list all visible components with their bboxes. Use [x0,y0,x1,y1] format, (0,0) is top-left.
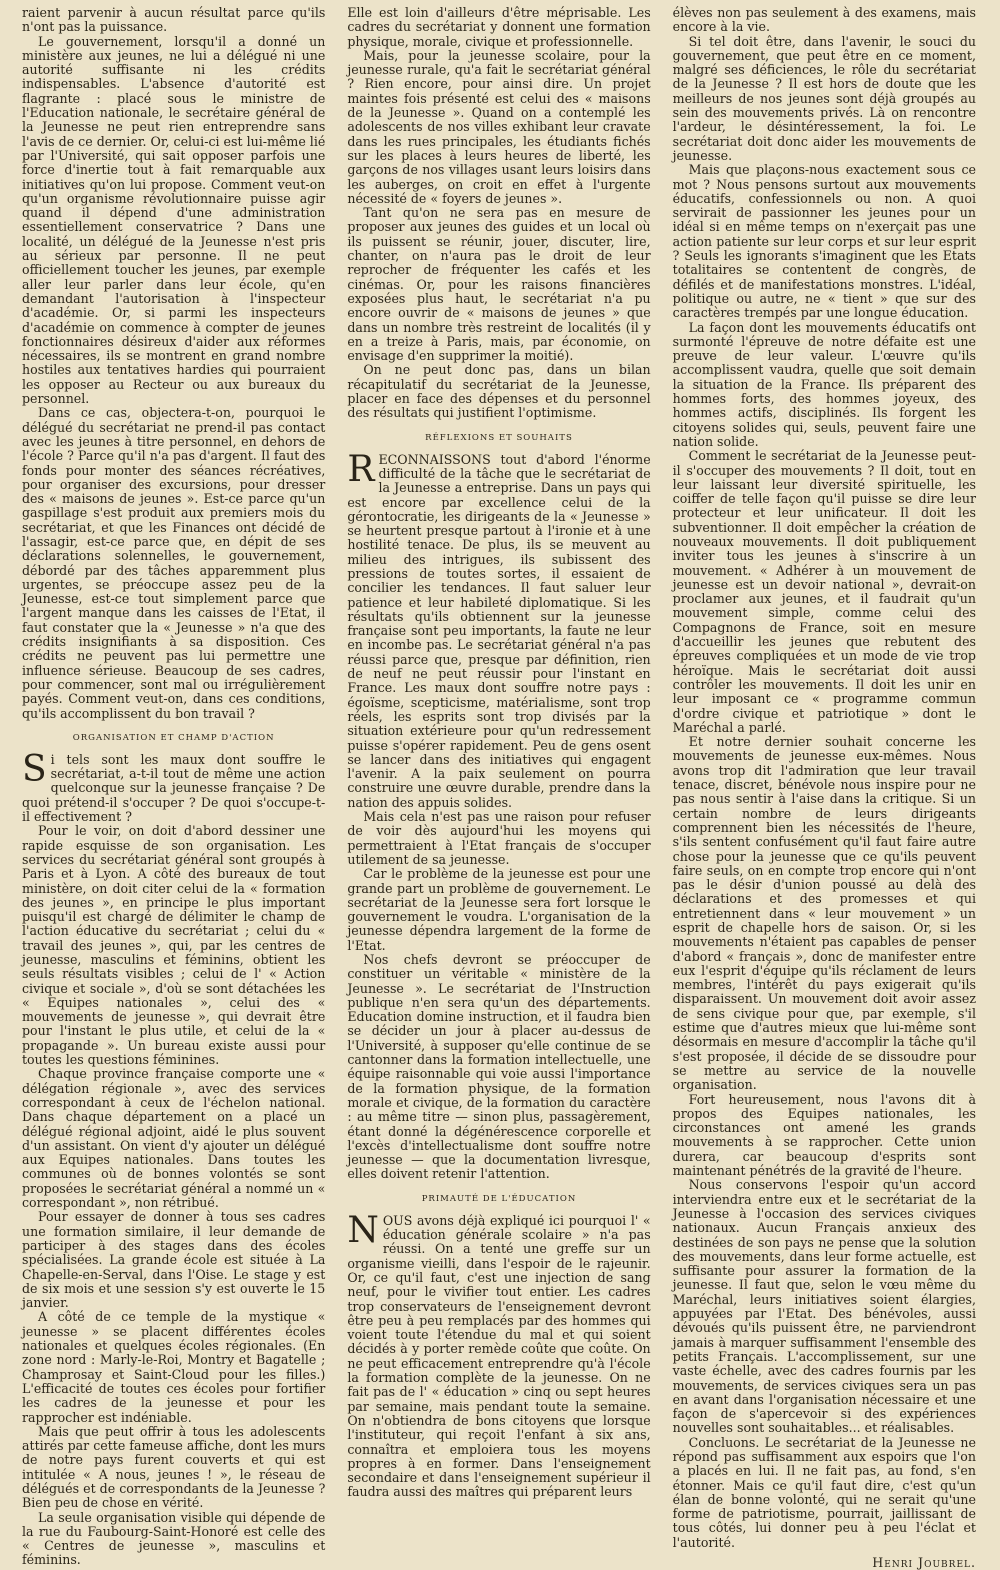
paragraph: Mais que plaçons-nous exactement sous ce mot ? Nous pensons surtout aux mouvements éducatifs, confessionnels ou non. A quoi servirait de passionner les jeunes pour un idéal si en même temps on n'exerçait pas une action patiente sur leur corps et sur leur esprit ? Seuls les ignorants s'imaginent que les Etats totalitaires se contentent de congrès, de défilés et de manifestations monstres. L'idéal, politique ou autre, ne « tient » que sur des caractères trempés par une longue éducation. [672,162,976,321]
paragraph: Dans ce cas, objectera-t-on, pourquoi le délégué du secrétariat ne prend-il pas contact avec les jeunes à titre personnel, en dehors de l'école ? Parce qu'il n'a pas d'argent. Il faut des fonds pour monter des séances récréatives, pour organiser des excursions, pour dresser des « maisons de jeunes ». Est-ce parce qu'un gaspillage s'est produit aux premiers mois du secrétariat, et que les Finances ont décidé de l'assagir, est-ce parce que, en dépit de ses déclarations solennelles, le gouvernement, débordé par des tâches apparemment plus urgentes, se préoccupe assez peu de la Jeunesse, est-ce tout simplement parce que l'argent manque dans les caisses de l'Etat, il faut constater que la « Jeunesse » n'a que des crédits insignifiants à sa disposition. Ces crédits ne peuvent pas lui permettre une influence sérieuse. Beaucoup de ses cadres, pour commencer, sont mal ou irrégulièrement payés. Comment veut-on, dans ces conditions, qu'ils accomplissent du bon travail ? [22,405,326,721]
paragraph: Pour essayer de donner à tous ses cadres une formation similaire, il leur demande de participer à des stages dans des écoles spécialisées. La grande école est située à La Chapelle-en-Serval, dans l'Oise. Le stage y est de six mois et une session s'y est ouverte le 15 janvier. [22,1209,326,1311]
section-heading-reflexions: RÉFLEXIONS ET SOUHAITS [425,432,573,443]
paragraph: On ne peut donc pas, dans un bilan récapitulatif du secrétariat de la Jeunesse, placer en face des dépenses et du personnel des résultats qui justifient l'optimisme. [347,362,651,421]
section-heading-organisation: ORGANISATION ET CHAMP D'ACTION [72,732,275,743]
paragraph-text: i tels sont les maux dont souffre le secrétariat, a-t-il tout de même une action quelconque sur la jeunesse française ? De quoi prétend-il s'occuper ? De quoi s'occupe-t-il effectivement ? [22,751,326,825]
paragraph: Concluons. Le secrétariat de la Jeunesse ne répond pas suffisamment aux espoirs que l'on a placés en lui. Il ne fait pas, au fond, s'en étonner. Mais ce qu'il faut dire, c'est qu'un élan de bonne volonté, qui ne serait qu'une forme de patriotisme, pourrait, jaillissant de tous côtés, lui donner peu à peu l'éclat et l'autorité. [672,1434,976,1550]
paragraph: Mais, pour la jeunesse scolaire, pour la jeunesse rurale, qu'a fait le secrétariat général ? Rien encore, pour ainsi dire. Un projet maintes fois présenté est celui des « maisons de la Jeunesse ». Quand on a contemplé les adolescents de nos villes exhibant leur cravate dans les rues principales, les étudiants fichés sur les places à leurs heures de liberté, les garçons de nos villages usant leurs loisirs dans les auberges, on croit en effet à l'urgente nécessité de « foyers de jeunes ». [347,47,651,206]
drop-cap: N [347,1209,379,1251]
paragraph: raient parvenir à aucun résultat parce qu'ils n'ont pas la puissance. [22,5,326,35]
paragraph: Si tel doit être, dans l'avenir, le souci du gouvernement, que peut être en ce moment, malgré ses déficiences, le rôle du secrétariat de la Jeunesse ? Il est hors de doute que les meilleurs de nos jeunes sont déjà groupés au sein des mouvements privés. Là on rencontre l'ardeur, le désintéressement, la foi. Le secrétariat doit donc aider les mouvements de jeunesse. [672,33,976,163]
paragraph: Fort heureusement, nous l'avons dit à propos des Equipes nationales, les circonstances ont amené les grands mouvements à se rapprocher. Cette union durera, car beaucoup d'esprits sont maintenant pénétrés de la gravité de l'heure. [672,1091,976,1179]
column-2 [347,6,650,1570]
author-signature [673,1556,976,1570]
paragraph-text: OUS avons déjà expliqué ici pourquoi l' « éducation générale scolaire » n'a pas réussi. On a tenté une greffe sur un organisme vieilli, dans l'espoir de le rajeunir. Or, ce qu'il faut, c'est une injection de sang neuf, pour le vivifier tout entier. Les cadres trop conservateurs de l'enseignement devront être peu à peu remplacés par des hommes qui voient toute l'étendue du mal et qui soient décidés à y porter remède coûte que coûte. On ne peut efficacement entreprendre qu'à l'école la formation complète de la jeunesse. On ne fait pas de l' « éducation » cinq ou sept heures par semaine, mais pendant toute la semaine. On n'obtiendra de bons citoyens que lorsque l'instituteur, qui reçoit l'enfant à six ans, connaîtra et emploiera tous les moyens propres à en former. Dans l'enseignement secondaire et dans l'enseignement supérieur il faudra aussi des maîtres qui préparent leurs [347,1212,651,1500]
drop-cap: S [22,748,47,790]
paragraph: A côté de ce temple de la mystique « jeunesse » se placent différentes écoles nationales et quelques écoles régionales. (En zone nord : Marly-le-Roi, Montry et Bagatelle ; Champrosay et Saint-Cloud pour les filles.) L'efficacité de toutes ces écoles pour fortifier les cadres de la jeunesse et pour les rapprocher est indéniable. [22,1309,326,1425]
paragraph: Comment le secrétariat de la Jeunesse peut-il s'occuper des mouvements ? Il doit, tout en leur laissant leur diversité spirituelle, les coiffer de telle façon qu'il puisse se dire leur protecteur et leur unificateur. Il doit les subventionner. Il doit empêcher la création de nouveaux mouvements. Il doit publiquement inviter tous les jeunes à s'inscrire à un mouvement. « Adhérer à un mouvement de jeunesse est un devoir national », devrait-on proclamer aux jeunes, et il faudrait qu'un mouvement simple, comme celui des Compagnons de France, soit en mesure d'accueillir les jeunes que rebutent des épreuves compliquées et un mode de vie trop héroïque. Mais le secrétariat doit aussi contrôler les mouvements. Il doit les unir en leur imposant ce « programme commun d'ordre civique et patriotique » dont le Maréchal a parlé. [672,448,976,735]
paragraph: Tant qu'on ne sera pas en mesure de proposer aux jeunes des guides et un local où ils puissent se réunir, jouer, discuter, lire, chanter, on n'aura pas le droit de leur reprocher de fréquenter les cafés et les cinémas. Or, pour les raisons financières exposées plus haut, le secrétariat n'a pu encore ouvrir de « maisons de jeunes » que dans un nombre très restreint de localités (il y en a treize à Paris, mais, par économie, on envisage d'en supprimer la moitié). [347,205,651,364]
column-3 [673,6,976,1570]
paragraph: Car le problème de la jeunesse est pour une grande part un problème de gouvernement. Le secrétariat de la Jeunesse sera fort lorsque le gouvernement le voudra. L'organisation de la jeunesse dépendra largement de la forme de l'Etat. [347,866,651,953]
paragraph: élèves non pas seulement à des examens, mais encore à la vie. [672,5,976,35]
paragraph: Elle est loin d'ailleurs d'être méprisable. Les cadres du secrétariat y donnent une formation physique, morale, civique et professionnelle. [347,5,651,49]
paragraph: Chaque province française comporte une « délégation régionale », avec des services correspondant à ceux de l'échelon national. Dans chaque département on a placé un délégué régional adjoint, aidé le plus souvent d'un assistant. On vient d'y ajouter un délégué aux Equipes nationales. Dans toutes les communes où de bonnes volontés se sont proposées le secrétariat général a nommé un « correspondant », non rétribué. [22,1066,326,1211]
paragraph: La façon dont les mouvements éducatifs ont surmonté l'épreuve de notre défaite est une preuve de leur valeur. L'œuvre qu'ils accomplissent vaudra, quelle que soit demain la situation de la France. Ils préparent des hommes forts, des hommes joyeux, des hommes actifs, disciplinés. Ils forgent les citoyens solides qui, seuls, peuvent faire une nation solide. [672,319,976,449]
paragraph-dropcap [347,448,651,810]
paragraph-dropcap [22,748,326,825]
paragraph-dropcap [347,1209,651,1500]
paragraph: Mais que peut offrir à tous les adolescents attirés par cette fameuse affiche, dont les murs de notre pays furent couverts et qui est intitulée « A nous, jeunes ! », le réseau de délégués et de correspondants de la Jeunesse ? Bien peu de chose en vérité. [22,1423,326,1511]
author-name: Henri Joubrel. [872,1555,976,1570]
paragraph: Nous conservons l'espoir qu'un accord interviendra entre eux et le secrétariat de la Jeunesse à l'occasion des services civiques nationaux. Aucun Français anxieux des destinées de son pays ne pense que la solution des mouvements, dans leur forme actuelle, est suffisante pour assurer la formation de la jeunesse. Il faut que, selon le vœu même du Maréchal, leurs initiatives soient élargies, appuyées par l'Etat. Des bénévoles, aussi dévoués qu'ils puissent être, ne parviendront jamais à marquer suffisamment l'ensemble des petits Français. L'accomplissement, sur une vaste échelle, avec des cadres fournis par les mouvements, de services civiques sera un pas en avant dans l'organisation nécessaire et une façon de s'apercevoir si des expériences nouvelles sont souhaitables... et réalisables. [672,1177,976,1436]
section-heading-primaute: PRIMAUTÉ DE L'ÉDUCATION [421,1193,577,1204]
paragraph: Le gouvernement, lorsqu'il a donné un ministère aux jeunes, ne lui a délégué ni une autorité suffisante ni les crédits indispensables. L'absence d'autorité est flagrante : placé sous le ministre de l'Education nationale, le secrétaire général de la Jeunesse ne peut rien entreprendre sans l'avis de ce dernier. Or, celui-ci est lui-même lié par l'Université, qui sait opposer parfois une force d'inertie tout à fait remarquable aux initiatives qu'on lui propose. Comment veut-on qu'un organisme révolutionnaire puisse agir quand il dépend d'une administration essentiellement conservatrice ? Dans une localité, un délégué de la Jeunesse n'est pris au sérieux par personne. Il ne peut officiellement toucher les jeunes, par exemple aller leur parler dans leur école, qu'en demandant l'autorisation à l'inspecteur d'académie. Or, si parmi les inspecteurs d'académie on commence à compter de jeunes fonctionnaires désireux d'aider aux réformes nécessaires, ils se montrent en grand nombre hostiles aux tentatives hardies qui pourraient les opposer au Recteur ou aux bureaux du personnel. [22,33,326,407]
paragraph-text: ECONNAISSONS tout d'abord l'énorme difficulté de la tâche que le secrétariat de la Jeunesse a entreprise. Dans un pays qui est encore par excellence celui de la gérontocratie, les dirigeants de la « Jeunesse » se heurtent presque partout à l'ironie et à une hostilité tenace. De plus, ils se meuvent au milieu des intrigues, ils subissent des pressions de toutes sortes, il essaient de concilier les tendances. Il faut saluer leur patience et leur habileté diplomatique. Si les résultats qu'ils obtiennent sur la jeunesse française sont peu importants, la faute ne leur en incombe pas. Le secrétariat général n'a pas réussi parce que, presque par définition, rien de neuf ne peut réussir pour l'instant en France. Les maux dont souffre notre pays : égoïsme, scepticisme, matérialisme, sont trop réels, les esprits sont trop divisés par la situation extérieure pour qu'un redressement puisse s'opérer rapidement. Peu de gens osent se lancer dans des initiatives qui engagent l'avenir. A la paix seulement on pourra construire une œuvre durable, prendre dans la nation des appuis solides. [347,451,651,810]
column-1 [22,6,325,1570]
paragraph: Pour le voir, on doit d'abord dessiner une rapide esquisse de son organisation. Les services du secrétariat général sont groupés à Paris et à Lyon. A côté des bureaux de tout ministère, on doit citer celui de la « formation des jeunes », en principe le plus important puisqu'il est chargé de délimiter le champ de l'action éducative du secrétariat ; celui du « travail des jeunes », qui, par les centres de jeunesse, masculins et féminins, obtient les seuls résultats visibles ; celui de l' « Action civique et sociale », d'où se sont détachées les « Equipes nationales », celui des « mouvements de jeunesse », qui devrait être pour l'instant le plus utile, et celui de la « propagande ». Un bureau existe aussi pour toutes les questions féminines. [22,823,326,1068]
paragraph: Et notre dernier souhait concerne les mouvements de jeunesse eux-mêmes. Nous avons trop dit l'admiration que leur travail tenace, discret, bénévole nous inspire pour ne pas nous sentir à l'aise dans la critique. Si un certain nombre de leurs dirigeants comprennent bien les nécessités de l'heure, s'ils sentent confusément qu'il faut faire autre chose pour la jeunesse que ce qu'ils peuvent faire seuls, on en compte trop encore qui n'ont pas le désir d'union poussé au delà des déclarations et des promesses et qui entretiennent dans « leur mouvement » un esprit de chapelle hors de saison. Or, si les mouvements n'étaient pas capables de penser d'abord « français », donc de manifester entre eux l'esprit d'équipe qu'ils réclament de leurs membres, l'intérêt du pays exigerait qu'ils disparaissent. Un mouvement doit avoir assez de sens civique pour que, par exemple, s'il estime que d'autres mieux que lui-même sont désormais en mesure d'accomplir la tâche qu'il s'est proposée, il décide de se dissoudre pour se mettre au service de la nouvelle organisation. [672,734,976,1093]
paragraph: Mais cela n'est pas une raison pour refuser de voir dès aujourd'hui les moyens qui permettraient à l'Etat français de s'occuper utilement de sa jeunesse. [347,809,651,867]
drop-cap: R [347,448,375,490]
paragraph: La seule organisation visible qui dépende de la rue du Faubourg-Saint-Honoré est celle des « Centres de jeunesse », masculins et féminins. [22,1509,326,1568]
paragraph: Nos chefs devront se préoccuper de constituer un véritable « ministère de la Jeunesse ». Le secrétariat de l'Instruction publique n'en sera qu'un des départements. Education domine instruction, et il faudra bien se décider un jour à placer au-dessus de l'Université, à supposer qu'elle continue de se cantonner dans la formation intellectuelle, une équipe raisonnable qui voie aussi l'importance de la formation physique, de la formation morale et civique, de la formation du caractère : au même titre — sinon plus, passagèrement, étant donné la dégénérescence corporelle et l'excès d'intellectualisme dont souffre notre jeunesse — que la documentation livresque, elles doivent retenir l'attention. [347,952,651,1182]
